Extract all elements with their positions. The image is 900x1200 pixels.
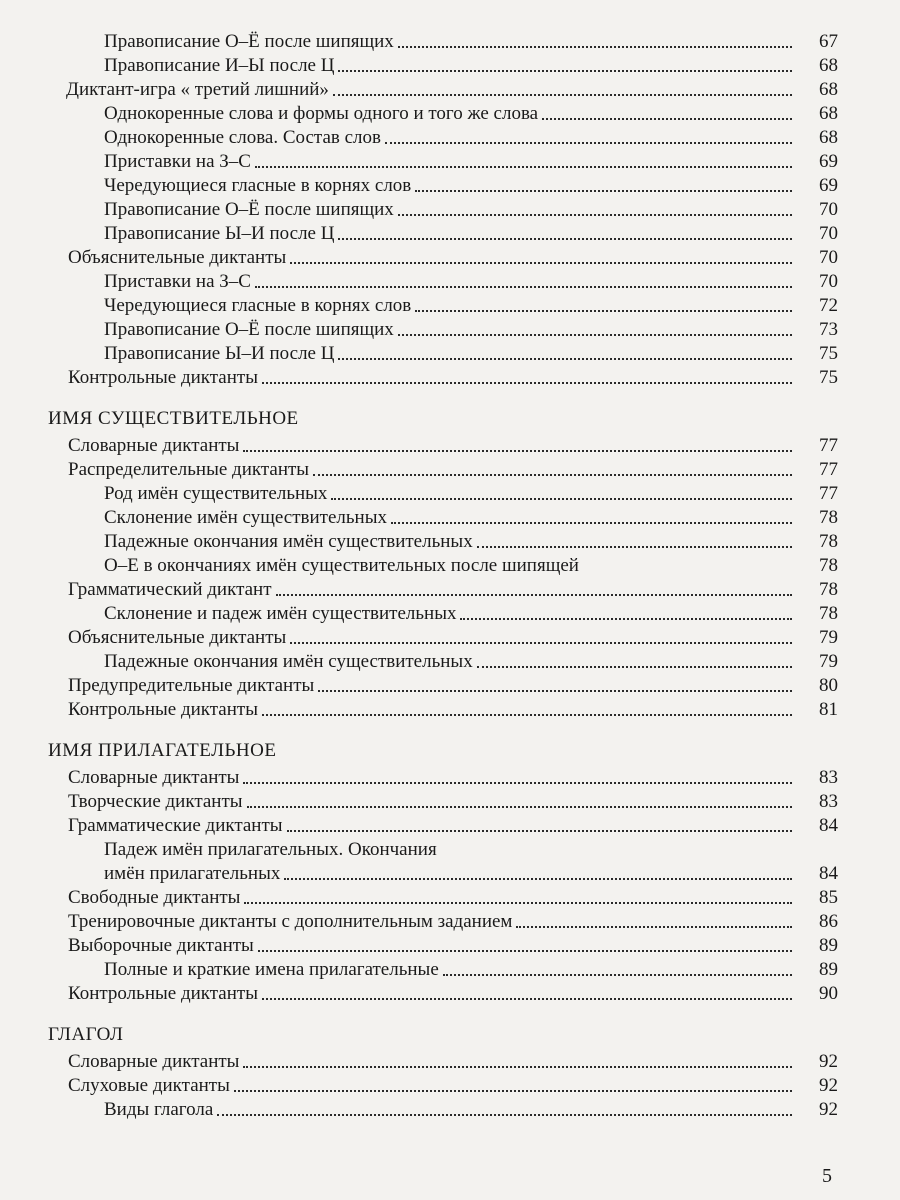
toc-entry-title: Правописание И–Ы после Ц [104, 55, 335, 76]
dot-leader [290, 641, 792, 644]
toc-entry[interactable] [0, 198, 900, 222]
toc-entry-page: 84 [819, 815, 838, 836]
dot-leader [542, 117, 792, 120]
toc-entry-page: 69 [819, 175, 838, 196]
toc-entry-title: Свободные диктанты [68, 887, 241, 908]
toc-entry-page: 73 [819, 319, 838, 340]
toc-entry-page: 68 [819, 55, 838, 76]
dot-leader [415, 309, 792, 312]
dot-leader [338, 69, 792, 72]
section-heading [0, 390, 900, 434]
toc-entry-title: Виды глагола [104, 1099, 214, 1120]
toc-entry-title: Чередующиеся гласные в корнях слов [104, 295, 412, 316]
toc-entry[interactable] [0, 1050, 900, 1074]
toc-entry-title: Падеж имён прилагательных. Окончания [104, 839, 437, 860]
toc-entry-title: Слуховые диктанты [68, 1075, 230, 1096]
dot-leader [391, 521, 792, 524]
toc-entry[interactable] [0, 626, 900, 650]
dot-leader [516, 925, 792, 928]
toc-entry[interactable] [0, 126, 900, 150]
toc-entry[interactable] [0, 174, 900, 198]
toc-entry[interactable] [0, 78, 900, 102]
toc-entry-page: 92 [819, 1099, 838, 1120]
toc-entry-title: имён прилагательных [104, 863, 281, 884]
toc-entry[interactable] [0, 294, 900, 318]
section-heading [0, 1006, 900, 1050]
toc-entry-title: Полные и краткие имена прилагательные [104, 959, 439, 980]
toc-entry[interactable] [0, 814, 900, 838]
dot-leader [318, 689, 792, 692]
dot-leader [262, 997, 792, 1000]
toc-entry[interactable] [0, 482, 900, 506]
dot-leader [234, 1089, 792, 1092]
toc-entry-page: 92 [819, 1075, 838, 1096]
dot-leader [262, 381, 792, 384]
toc-entry-page: 77 [819, 483, 838, 504]
toc-entry-page: 70 [819, 223, 838, 244]
dot-leader [243, 1065, 792, 1068]
toc-entry-page: 85 [819, 887, 838, 908]
toc-entry-page: 67 [819, 31, 838, 52]
toc-entry-title: Контрольные диктанты [68, 699, 258, 720]
dot-leader [398, 333, 792, 336]
toc-entry-page: 75 [819, 343, 838, 364]
toc-entry-page: 68 [819, 103, 838, 124]
dot-leader [284, 877, 792, 880]
toc-entry[interactable] [0, 150, 900, 174]
dot-leader [247, 805, 792, 808]
toc-entry-title: Предупредительные диктанты [68, 675, 315, 696]
toc-entry[interactable] [0, 982, 900, 1006]
dot-leader [243, 449, 792, 452]
toc-entry[interactable] [0, 458, 900, 482]
toc-entry-title: Правописание О–Ё после шипящих [104, 319, 394, 340]
toc-entry[interactable] [0, 886, 900, 910]
toc-entry[interactable] [0, 342, 900, 366]
dot-leader [385, 141, 792, 144]
toc-entry-title: Чередующиеся гласные в корнях слов [104, 175, 412, 196]
toc-entry-title: Грамматические диктанты [68, 815, 283, 836]
toc-entry[interactable] [0, 222, 900, 246]
toc-entry-page: 78 [819, 507, 838, 528]
toc-entry-page: 86 [819, 911, 838, 932]
toc-entry[interactable] [0, 790, 900, 814]
toc-entry[interactable] [0, 554, 900, 578]
toc-entry-title: Род имён существительных [104, 483, 328, 504]
toc-entry-page: 92 [819, 1051, 838, 1072]
toc-entry-page: 90 [819, 983, 838, 1004]
dot-leader [243, 781, 792, 784]
dot-leader [477, 545, 792, 548]
toc-entry[interactable] [0, 54, 900, 78]
toc-entry-page: 84 [819, 863, 838, 884]
dot-leader [217, 1113, 792, 1116]
section-heading-text: ИМЯ СУЩЕСТВИТЕЛЬНОЕ [48, 408, 299, 429]
dot-leader [398, 45, 792, 48]
toc-entry-title: Диктант-игра « третий лишний» [66, 79, 329, 100]
toc-entry-page: 83 [819, 791, 838, 812]
section-heading-text: ИМЯ ПРИЛАГАТЕЛЬНОЕ [48, 740, 277, 761]
toc-entry-page: 72 [819, 295, 838, 316]
dot-leader [460, 617, 792, 620]
dot-leader [290, 261, 792, 264]
dot-leader [583, 571, 792, 572]
toc-entry[interactable] [0, 862, 900, 886]
toc-entry-title: Контрольные диктанты [68, 983, 258, 1004]
dot-leader [255, 165, 792, 168]
toc-entry-page: 69 [819, 151, 838, 172]
toc-entry[interactable] [0, 318, 900, 342]
toc-entry[interactable] [0, 698, 900, 722]
toc-entry-title: Правописание Ы–И после Ц [104, 223, 335, 244]
toc-entry[interactable] [0, 602, 900, 626]
toc-entry-page: 70 [819, 247, 838, 268]
table-of-contents [0, 30, 900, 1122]
toc-entry-page: 81 [819, 699, 838, 720]
toc-entry[interactable] [0, 434, 900, 458]
dot-leader [415, 189, 792, 192]
toc-entry-page: 70 [819, 199, 838, 220]
toc-entry-title: Склонение и падеж имён существительных [104, 603, 457, 624]
toc-entry-title: Выборочные диктанты [68, 935, 254, 956]
toc-entry-title: Распределительные диктанты [68, 459, 310, 480]
toc-entry[interactable] [0, 530, 900, 554]
dot-leader [276, 593, 792, 596]
toc-entry-page: 78 [819, 555, 838, 576]
toc-entry-title: Контрольные диктанты [68, 367, 258, 388]
toc-entry[interactable] [0, 246, 900, 270]
dot-leader [331, 497, 792, 500]
toc-entry-page: 68 [819, 127, 838, 148]
toc-entry-page: 78 [819, 531, 838, 552]
dot-leader [255, 285, 792, 288]
toc-entry-page: 78 [819, 579, 838, 600]
toc-entry[interactable] [0, 366, 900, 390]
toc-entry[interactable] [0, 578, 900, 602]
toc-entry[interactable] [0, 650, 900, 674]
toc-entry-title: Правописание О–Ё после шипящих [104, 31, 394, 52]
toc-entry-title: Приставки на З–С [104, 271, 251, 292]
dot-leader [244, 901, 792, 904]
toc-entry-page: 68 [819, 79, 838, 100]
dot-leader [338, 357, 792, 360]
toc-entry-title: Объяснительные диктанты [68, 627, 287, 648]
toc-entry[interactable] [0, 766, 900, 790]
toc-entry-page: 79 [819, 627, 838, 648]
toc-entry-title: Словарные диктанты [68, 1051, 240, 1072]
toc-entry[interactable] [0, 270, 900, 294]
toc-entry-page: 77 [819, 459, 838, 480]
dot-leader [287, 829, 792, 832]
toc-entry-page: 70 [819, 271, 838, 292]
toc-entry[interactable] [0, 102, 900, 126]
toc-entry[interactable] [0, 958, 900, 982]
toc-entry-title: Объяснительные диктанты [68, 247, 287, 268]
toc-entry-page: 89 [819, 959, 838, 980]
toc-entry[interactable] [0, 934, 900, 958]
toc-entry[interactable] [0, 674, 900, 698]
dot-leader [333, 93, 792, 96]
page-number: 5 [822, 1165, 832, 1187]
toc-entry-title: О–Е в окончаниях имён существительных после шипящей [104, 555, 579, 576]
toc-entry-title: Склонение имён существительных [104, 507, 387, 528]
toc-entry-title: Однокоренные слова и формы одного и того же слова [104, 103, 539, 124]
toc-entry-title: Приставки на З–С [104, 151, 251, 172]
toc-entry-title: Падежные окончания имён существительных [104, 651, 473, 672]
dot-leader [262, 713, 792, 716]
toc-entry-title: Словарные диктанты [68, 435, 240, 456]
dot-leader [398, 213, 792, 216]
toc-entry-title: Правописание О–Ё после шипящих [104, 199, 394, 220]
toc-entry-page: 79 [819, 651, 838, 672]
toc-entry-page: 75 [819, 367, 838, 388]
section-heading-text: ГЛАГОЛ [48, 1024, 124, 1045]
dot-leader [338, 237, 792, 240]
toc-entry[interactable] [0, 1098, 900, 1122]
toc-entry-title: Словарные диктанты [68, 767, 240, 788]
toc-entry[interactable] [0, 1074, 900, 1098]
toc-entry[interactable] [0, 910, 900, 934]
toc-entry-page: 89 [819, 935, 838, 956]
toc-entry-title: Однокоренные слова. Состав слов [104, 127, 382, 148]
toc-entry-page: 77 [819, 435, 838, 456]
toc-entry-title: Падежные окончания имён существительных [104, 531, 473, 552]
toc-entry[interactable] [0, 30, 900, 54]
toc-entry-title: Тренировочные диктанты с дополнительным заданием [68, 911, 513, 932]
toc-entry[interactable] [0, 506, 900, 530]
toc-entry-page: 83 [819, 767, 838, 788]
toc-entry-page: 80 [819, 675, 838, 696]
toc-entry-title: Правописание Ы–И после Ц [104, 343, 335, 364]
toc-entry[interactable] [0, 838, 900, 862]
dot-leader [443, 973, 792, 976]
section-heading [0, 722, 900, 766]
dot-leader [313, 473, 792, 476]
toc-entry-title: Творческие диктанты [68, 791, 243, 812]
toc-entry-title: Грамматический диктант [68, 579, 272, 600]
dot-leader [258, 949, 792, 952]
toc-entry-page: 78 [819, 603, 838, 624]
dot-leader [477, 665, 792, 668]
